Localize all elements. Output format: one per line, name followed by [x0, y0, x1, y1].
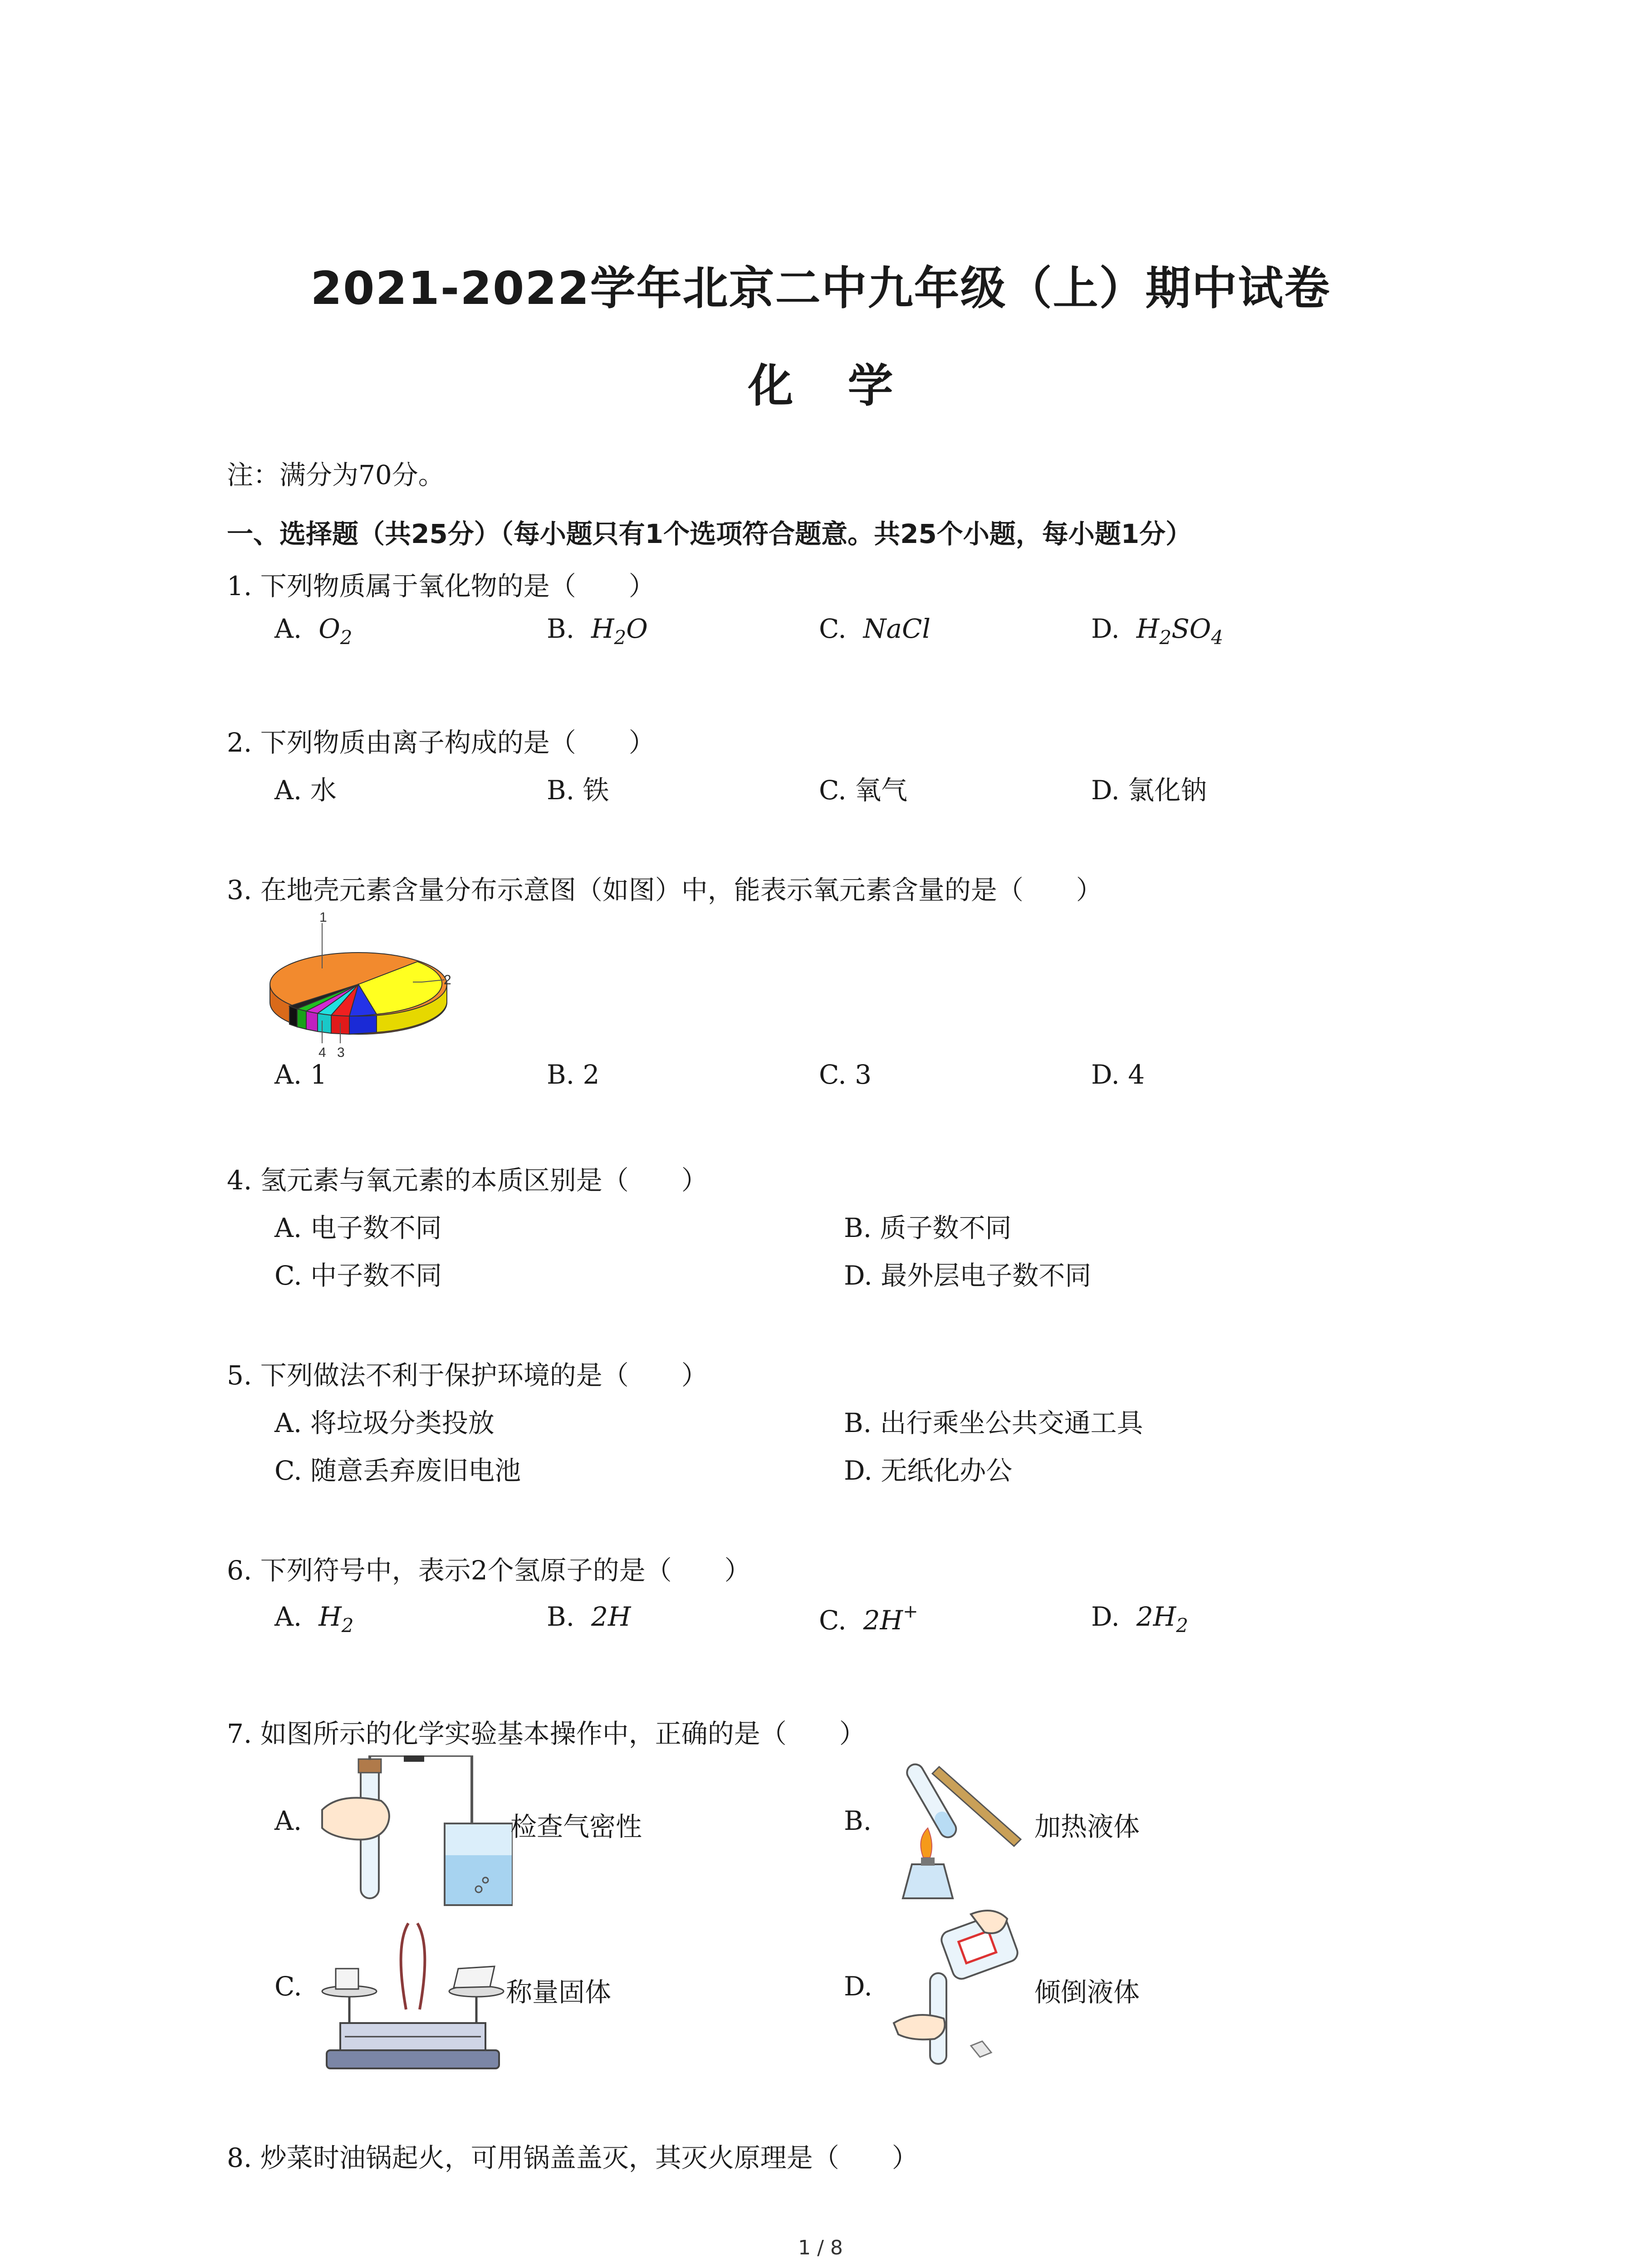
q7-c-label[interactable]: C.: [274, 1971, 302, 2002]
q1-option-b[interactable]: [547, 613, 648, 649]
q3-option-d[interactable]: D. 4: [1091, 1059, 1145, 1090]
q6-option-b[interactable]: [547, 1601, 631, 1632]
q1-option-d[interactable]: [1091, 613, 1223, 649]
q1-b-label: B.: [547, 613, 575, 644]
q3-option-c[interactable]: C. 3: [819, 1059, 872, 1090]
q3-option-a[interactable]: A. 1: [274, 1059, 327, 1090]
q6-a-formula: $H_2$: [318, 1601, 354, 1637]
q1-a-formula: $O_2$: [318, 613, 353, 649]
question-1-stem: 1. 下列物质属于氧化物的是（ ）: [227, 571, 655, 601]
weighing-solid-illustration: [318, 1919, 508, 2073]
q1-option-a[interactable]: [274, 613, 353, 649]
q1-d-formula: $H_2SO_4$: [1136, 613, 1224, 649]
q6-b-label: B.: [547, 1601, 575, 1632]
q7-a-text: 检查气密性: [510, 1811, 642, 1842]
question-7-stem: 7. 如图所示的化学实验基本操作中，正确的是（ ）: [227, 1718, 866, 1749]
q6-d-formula: $2H_2$: [1136, 1601, 1188, 1637]
pie-label-3: 3: [337, 1045, 345, 1060]
q1-option-c[interactable]: [819, 613, 931, 644]
question-4-stem: 4. 氢元素与氧元素的本质区别是（ ）: [227, 1165, 708, 1196]
q6-option-d[interactable]: [1091, 1601, 1188, 1637]
pouring-liquid-illustration: [885, 1896, 1034, 2077]
q5-option-c[interactable]: C. 随意丢弃废旧电池: [274, 1455, 521, 1486]
q6-option-a[interactable]: [274, 1601, 354, 1637]
q5-option-d[interactable]: D. 无纸化办公: [844, 1455, 1013, 1486]
q1-c-label: C.: [819, 613, 847, 644]
pie-label-2: 2: [444, 973, 451, 987]
q6-c-label: C.: [819, 1605, 847, 1636]
q6-b-formula: 2H: [591, 1601, 631, 1632]
q1-b-formula: $H_2O$: [591, 613, 648, 649]
q1-c-formula: NaCl: [863, 613, 931, 644]
question-3-stem: 3. 在地壳元素含量分布示意图（如图）中，能表示氧元素含量的是（ ）: [227, 875, 1102, 905]
question-8-stem: 8. 炒菜时油锅起火，可用锅盖盖灭，其灭火原理是（ ）: [227, 2142, 918, 2173]
q6-a-label: A.: [274, 1601, 302, 1632]
q7-b-label[interactable]: B.: [844, 1805, 872, 1836]
q1-d-label: D.: [1091, 613, 1120, 644]
q5-option-b[interactable]: B. 出行乘坐公共交通工具: [844, 1408, 1143, 1438]
q2-option-a[interactable]: A. 水: [274, 775, 337, 806]
pie-label-1: 1: [319, 912, 327, 925]
q4-option-b[interactable]: B. 质子数不同: [844, 1212, 1012, 1243]
check-airtightness-illustration: [313, 1755, 513, 1910]
section-heading: 一、选择题（共25分）（每小题只有1个选项符合题意。共25个小题，每小题1分）: [227, 518, 1192, 549]
q7-d-label[interactable]: D.: [844, 1971, 872, 2002]
pie-label-4: 4: [318, 1045, 326, 1060]
q6-c-formula: 2H+: [863, 1601, 918, 1636]
note: 注：满分为70分。: [227, 459, 445, 490]
q7-b-text: 加热液体: [1034, 1811, 1140, 1842]
q1-a-label: A.: [274, 613, 302, 644]
q2-option-b[interactable]: B. 铁: [547, 775, 609, 806]
q4-option-c[interactable]: C. 中子数不同: [274, 1260, 442, 1291]
question-5-stem: 5. 下列做法不利于保护环境的是（ ）: [227, 1360, 708, 1391]
question-6-stem: 6. 下列符号中，表示2个氢原子的是（ ）: [227, 1555, 751, 1586]
q5-option-a[interactable]: A. 将垃圾分类投放: [274, 1408, 495, 1438]
q4-option-a[interactable]: A. 电子数不同: [274, 1212, 442, 1243]
q7-c-text: 称量固体: [506, 1977, 612, 2008]
heating-liquid-illustration: [885, 1749, 1034, 1912]
crust-element-pie-chart: [263, 912, 454, 1061]
q2-option-d[interactable]: D. 氯化钠: [1091, 775, 1207, 806]
q3-option-b[interactable]: B. 2: [547, 1059, 600, 1090]
q2-option-c[interactable]: C. 氧气: [819, 775, 908, 806]
q6-option-c[interactable]: [819, 1601, 918, 1636]
q6-d-label: D.: [1091, 1601, 1120, 1632]
q4-option-d[interactable]: D. 最外层电子数不同: [844, 1260, 1092, 1291]
q7-d-text: 倾倒液体: [1034, 1977, 1140, 2008]
exam-title: 2021-2022学年北京二中九年级（上）期中试卷: [310, 262, 1331, 315]
q7-a-label[interactable]: A.: [274, 1805, 302, 1836]
page-number: 1 / 8: [798, 2236, 843, 2259]
question-2-stem: 2. 下列物质由离子构成的是（ ）: [227, 727, 655, 758]
subject-title: 化学: [748, 359, 948, 412]
